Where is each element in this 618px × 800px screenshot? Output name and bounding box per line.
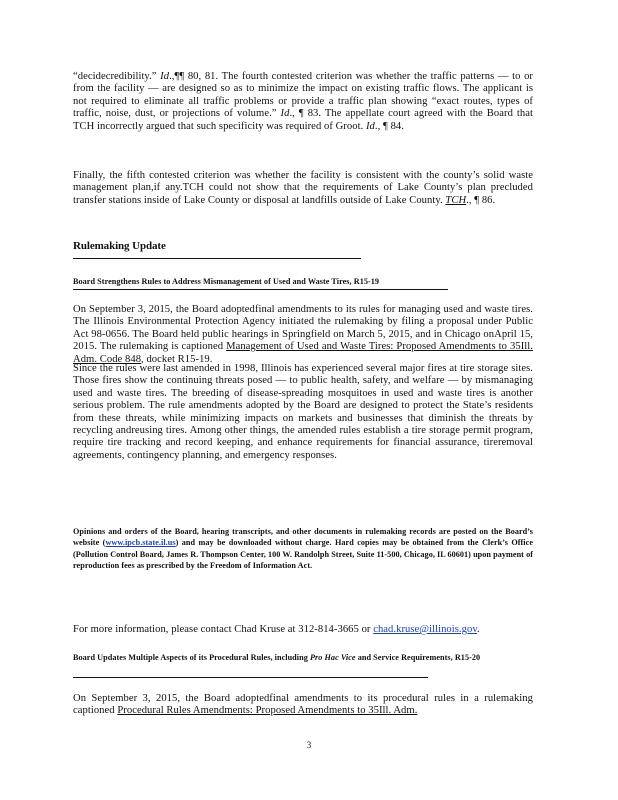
text-run: . — [477, 624, 480, 635]
text-run: Board Updates Multiple Aspects of its Procedural Rules, including — [73, 653, 308, 662]
text-run: ., ¶ 86. — [466, 194, 496, 206]
website-link[interactable]: www.ipcb.state.il.us — [105, 538, 176, 548]
text-run: .,¶¶ 80, 81. The fourth contested criterion was whether the traffic patterns — to or from the facility — are designed so as to minimize the impact on existing traffic flows. The applicant is not required to eliminate all traffic problems or provide a traffic plan showing “exact routes, types of traffic, noise, dust, or projections of volume.” — [73, 71, 533, 120]
citation-id: Id — [365, 120, 375, 132]
text-run: Opinions and orders of the Board, hearing transcripts, and other documents in rulemaking records are posted on the Board’s website ( — [73, 527, 533, 548]
text-run: On September 3, 2015, the Board adoptedfinal amendments to its rules for managing used and waste tires. The Illinois Environmental Protection Agency initiated the rulemaking by filing a proposal under Public Act 98-0656. The Board held public hearings in Springfield on March 5, 2015, and in Chicago onApril 15, 2015. The rulemaking is captioned — [73, 304, 533, 353]
subhead-rule — [73, 289, 448, 290]
page-number: 3 — [306, 740, 312, 750]
paragraph-traffic-criterion — [73, 71, 533, 133]
text-run: ) and may be downloaded without charge. Hard copies may be obtained from the Clerk’s Office (Pollution Control Board, James R. Thompson Center, 100 W. Randolph Street, Suite 11-500, Chicago, IL 60601) upon payment of reproduction fees as prescribed by the Freedom of Information Act. — [73, 538, 533, 571]
citation-tch: TCH — [445, 194, 467, 206]
text-run: ., ¶ 84. — [374, 120, 404, 132]
paragraph-waste-tire-history — [73, 363, 533, 462]
paragraph-text — [73, 71, 533, 133]
contact-line — [73, 624, 533, 636]
text-run: On September 3, 2015, the Board adoptedfinal amendments to its procedural rules in a rulemaking captioned — [73, 693, 533, 717]
paragraph-text: Since the rules were last amended in 1998, Illinois has experienced several major fires at tire storage sites. Those fires show the continuing threats posed — to public health, safety, and welfare — by mismanaging used and waste tires. The breeding of disease-spreading mosquitoes in used and waste tires is another serious problem. The rule amendments adopted by the Board are designed to protect the State’s residents from these threats, while minimizing impacts on markets and businesses that diminish the threats by recycling andreusing tires. Among other things, the amended rules establish a tire storage permit program, require tire tracking and record keeping, and enhance requirements for financial assurance, tireremoval agreements, contingency planning, and emergency responses. — [73, 363, 533, 461]
text-run: Finally, the fifth contested criterion was whether the facility is consistent with the county’s solid waste management plan,if any.TCH could not show that the requirements of Lake County’s plan precluded transfer stations inside of Lake County or disposal at landfills outside of Lake County. — [73, 170, 533, 206]
paragraph-waste-tire-adoption — [73, 304, 533, 366]
notice-text — [73, 526, 533, 572]
rulemaking-caption: Management of Used and Waste Tires: Proposed Amendments to 35Ill. Adm. Code 848 — [73, 341, 533, 365]
text-run: For more information, please contact Chad Kruse at 312-814-3665 or — [73, 624, 371, 635]
subhead-procedural-rules — [73, 652, 533, 663]
citation-id: Id — [280, 108, 290, 120]
contact-text — [73, 624, 533, 636]
subhead-text: Board Strengthens Rules to Address Mismanagement of Used and Waste Tires, R15-19 — [73, 277, 380, 286]
section-heading: Rulemaking Update — [73, 240, 166, 252]
subhead-waste-tires — [73, 276, 533, 287]
paragraph-fifth-criterion — [73, 170, 533, 207]
email-link[interactable]: chad.kruse@illinois.gov — [373, 624, 477, 635]
text-run: , docket R15-19. — [141, 353, 213, 365]
rulemaking-caption: Procedural Rules Amendments: Proposed Amendments to 35Ill. Adm. — [117, 705, 418, 717]
text-run: “decidecredibility.” — [73, 71, 157, 82]
paragraph-text — [73, 693, 533, 718]
paragraph-text — [73, 304, 533, 366]
subhead-text — [73, 652, 533, 663]
subhead-rule — [73, 677, 428, 678]
paragraph-text — [73, 170, 533, 207]
pro-hac-vice: Pro Hac Vice — [309, 653, 356, 662]
text-run: ., ¶ 83. The appellate court agreed with the Board that TCH incorrectly argued that such specificity was required of Groot. — [73, 108, 533, 132]
paragraph-procedural — [73, 693, 533, 718]
text-run: and Service Requirements, R15-20 — [357, 653, 481, 662]
citation-id: Id — [160, 71, 170, 82]
notice-paragraph — [73, 526, 533, 572]
heading-rule — [73, 258, 361, 259]
